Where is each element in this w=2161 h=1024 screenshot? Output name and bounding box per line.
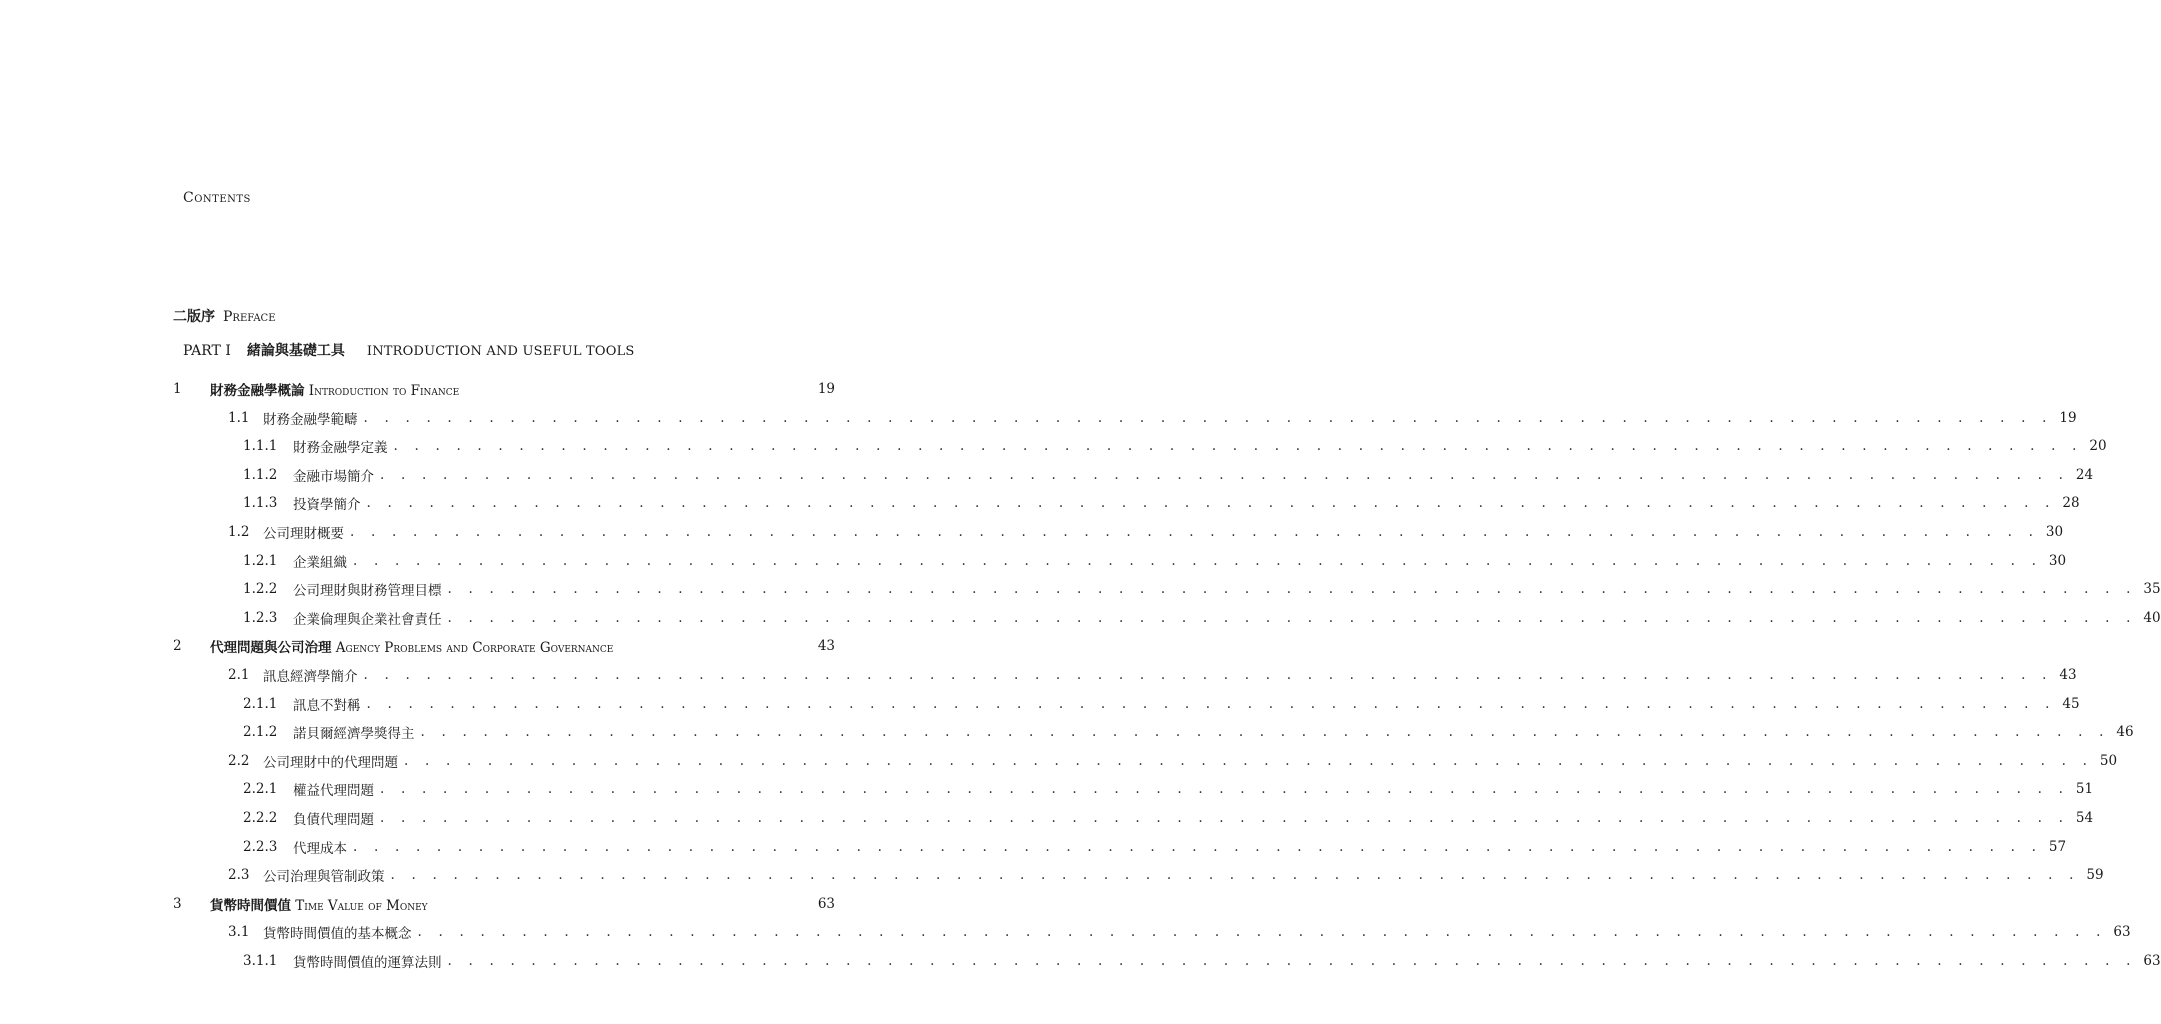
toc-section-row[interactable] (173, 864, 2104, 886)
preface-entry[interactable] (173, 306, 276, 326)
toc-entry-title: 企業倫理與企業社會責任 (293, 611, 442, 628)
toc-page-number: 40 (2143, 609, 2161, 626)
toc-subsection-row[interactable] (173, 550, 2067, 572)
toc-page-number: 19 (2059, 409, 2077, 426)
toc-subsection-row[interactable] (173, 807, 2094, 829)
toc-entry-number: 2 (173, 638, 182, 655)
dot-leader: . . . . . . . . . . . . . . . . . . . . . . . . . . . . . . . . . . . . . . . . . . . . . . . . . . . . . . . . . . . . . . . . . . . . . . . . . . . . . . . . . (393, 438, 2083, 455)
toc-entry-number: 1.2.3 (243, 609, 278, 626)
toc-chapter-row[interactable] (173, 893, 835, 915)
toc-section-row[interactable] (173, 921, 2131, 943)
toc-page-number: 59 (2086, 867, 2104, 884)
toc-entry-number: 2.1 (228, 667, 250, 683)
dot-leader: . . . . . . . . . . . . . . . . . . . . . . . . . . . . . . . . . . . . . . . . . . . . . . . . . . . . . . . . . . . . . . . . . . . . . . . . . . . . . . . . . (447, 953, 2137, 969)
toc-section-row[interactable] (173, 750, 2118, 772)
toc-entry-title: 公司理財與財務管理目標 (293, 583, 442, 600)
toc-page-number: 35 (2143, 581, 2161, 598)
toc-entry-number: 2.1.2 (243, 724, 278, 741)
toc-chapter-row[interactable] (173, 378, 835, 400)
toc-entry-title (210, 894, 428, 914)
toc-entry-number: 1.1.1 (243, 438, 278, 455)
dot-leader: . . . . . . . . . . . . . . . . . . . . . . . . . . . . . . . . . . . . . . . . . . . . . . . . . . . . . . . . . . . . . . . . . . . . . . . . . . . . . . . . . (420, 724, 2110, 741)
toc-entry-title: 負債代理問題 (293, 812, 374, 828)
toc-entry-title: 權益代理問題 (293, 783, 374, 800)
toc-entry-number: 1.2 (228, 524, 250, 540)
toc-page-number: 28 (2062, 495, 2080, 512)
toc-subsection-row[interactable] (173, 836, 2067, 858)
toc-entry-title: 公司理財概要 (263, 526, 344, 542)
toc-page-number: 20 (2089, 438, 2107, 455)
toc-page-number: 51 (2075, 781, 2094, 798)
toc-entry-title: 金融市場簡介 (293, 468, 374, 485)
toc-entry-number: 2.3 (228, 867, 250, 884)
toc-entry-number: 2.2 (228, 752, 250, 769)
dot-leader: . . . . . . . . . . . . . . . . . . . . . . . . . . . . . . . . . . . . . . . . . . . . . . . . . . . . . . . . . . . . . . . . . . . . . . . . . . . . . . . . . (353, 838, 2043, 855)
toc-entry-title: 訊息經濟學簡介 (263, 669, 358, 685)
toc-page-number: 43 (817, 638, 835, 655)
toc-entry-number: 2.2.3 (243, 838, 278, 855)
toc-entry-title: 投資學簡介 (293, 497, 361, 514)
toc-page-number: 45 (2062, 695, 2080, 712)
toc-page-number: 46 (2116, 724, 2134, 741)
toc-entry-number: 3 (173, 895, 182, 912)
toc-entry-number: 3.1.1 (243, 953, 278, 969)
toc-entry-title: 貨幣時間價值的運算法則 (293, 955, 442, 971)
toc-entry-number: 1.1 (228, 409, 250, 426)
toc-subsection-row[interactable] (173, 693, 2080, 715)
toc-entry-number: 1.2.2 (243, 581, 278, 598)
dot-leader: . . . . . . . . . . . . . . . . . . . . . . . . . . . . . . . . . . . . . . . . . . . . . . . . . . . . . . . . . . . . . . . . . . . . . . . . . . . . . . . . . (447, 609, 2137, 626)
preface-title-cjk: 二版序 (173, 309, 215, 325)
toc-subsection-row[interactable] (173, 578, 2161, 600)
toc-page-number: 30 (2045, 524, 2064, 540)
toc-entry-title: 訊息不對稱 (293, 697, 361, 714)
toc-entry-number: 1.1.3 (243, 495, 278, 512)
toc-entry-title: 財務金融學定義 (293, 440, 388, 457)
toc-entry-number: 3.1 (228, 924, 250, 941)
toc-page-number: 54 (2075, 810, 2094, 826)
toc-subsection-row[interactable] (173, 721, 2134, 743)
dot-leader: . . . . . . . . . . . . . . . . . . . . . . . . . . . . . . . . . . . . . . . . . . . . . . . . . . . . . . . . . . . . . . . . . . . . . . . . . . . . . . . . . (366, 695, 2056, 712)
toc-section-row[interactable] (173, 407, 2077, 429)
toc-entry-title: 財務金融學範疇 (263, 411, 358, 428)
toc-subsection-row[interactable] (173, 492, 2080, 514)
chapter-title-cjk: 代理問題與公司治理 (210, 640, 332, 657)
toc-page-number: 50 (2099, 752, 2118, 769)
part-title-cjk: 緒論與基礎工具 (246, 343, 345, 359)
toc-entry-number: 1.2.1 (243, 552, 278, 569)
toc-entry-title: 代理成本 (293, 840, 347, 857)
toc-page-number: 63 (2113, 924, 2131, 941)
dot-leader: . . . . . . . . . . . . . . . . . . . . . . . . . . . . . . . . . . . . . . . . . . . . . . . . . . . . . . . . . . . . . . . . . . . . . . . . . . . . . . . . . (380, 810, 2070, 826)
toc-entry-title: 貨幣時間價值的基本概念 (263, 926, 412, 943)
toc-entry-title: 諾貝爾經濟學獎得主 (293, 726, 415, 743)
dot-leader: . . . . . . . . . . . . . . . . . . . . . . . . . . . . . . . . . . . . . . . . . . . . . . . . . . . . . . . . . . . . . . . . . . . . . . . . . . . . . . . . . (350, 524, 2040, 540)
dot-leader: . . . . . . . . . . . . . . . . . . . . . . . . . . . . . . . . . . . . . . . . . . . . . . . . . . . . . . . . . . . . . . . . . . . . . . . . . . . . . . . . . (390, 867, 2080, 884)
dot-leader: . . . . . . . . . . . . . . . . . . . . . . . . . . . . . . . . . . . . . . . . . . . . . . . . . . . . . . . . . . . . . . . . . . . . . . . . . . . . . . . . . (417, 924, 2107, 941)
dot-leader: . . . . . . . . . . . . . . . . . . . . . . . . . . . . . . . . . . . . . . . . . . . . . . . . . . . . . . . . . . . . . . . . . . . . . . . . . . . . . . . . . (353, 552, 2043, 569)
toc-entry-number: 2.2.1 (243, 781, 278, 798)
toc-entry-title: 公司治理與管制政策 (263, 869, 385, 886)
toc-section-row[interactable] (173, 521, 2064, 543)
dot-leader: . . . . . . . . . . . . . . . . . . . . . . . . . . . . . . . . . . . . . . . . . . . . . . . . . . . . . . . . . . . . . . . . . . . . . . . . . . . . . . . . . (366, 495, 2056, 512)
toc-page-number: 43 (2059, 667, 2077, 683)
toc-subsection-row[interactable] (173, 435, 2107, 457)
toc-entry-title: 企業組織 (293, 554, 347, 571)
toc-page-number: 24 (2075, 466, 2094, 483)
toc-subsection-row[interactable] (173, 607, 2161, 629)
toc-entry-number: 1 (173, 381, 182, 397)
chapter-title-en: Introduction to Finance (308, 383, 460, 399)
toc-page-number: 63 (2143, 953, 2161, 969)
toc-entry-title (210, 636, 613, 656)
toc-subsection-row[interactable] (173, 950, 2161, 972)
toc-subsection-row[interactable] (173, 778, 2094, 800)
dot-leader: . . . . . . . . . . . . . . . . . . . . . . . . . . . . . . . . . . . . . . . . . . . . . . . . . . . . . . . . . . . . . . . . . . . . . . . . . . . . . . . . . (363, 409, 2053, 426)
toc-entry-title: 公司理財中的代理問題 (263, 754, 398, 771)
toc-page-number: 63 (817, 895, 835, 912)
dot-leader: . . . . . . . . . . . . . . . . . . . . . . . . . . . . . . . . . . . . . . . . . . . . . . . . . . . . . . . . . . . . . . . . . . . . . . . . . . . . . . . . . (447, 581, 2137, 598)
toc-entry-number: 2.2.2 (243, 810, 278, 826)
toc-page-number: 57 (2048, 838, 2067, 855)
toc-entry-number: 2.1.1 (243, 695, 278, 712)
chapter-title-en: Time Value of Money (295, 897, 428, 914)
chapter-title-cjk: 財務金融學概論 (210, 383, 305, 399)
dot-leader: . . . . . . . . . . . . . . . . . . . . . . . . . . . . . . . . . . . . . . . . . . . . . . . . . . . . . . . . . . . . . . . . . . . . . . . . . . . . . . . . . (404, 752, 2094, 769)
chapter-title-cjk: 貨幣時間價值 (210, 897, 291, 914)
toc-chapter-row[interactable] (173, 635, 835, 657)
toc-entry-number: 1.1.2 (243, 466, 278, 483)
toc-subsection-row[interactable] (173, 464, 2094, 486)
preface-title-en: Preface (223, 309, 276, 325)
dot-leader: . . . . . . . . . . . . . . . . . . . . . . . . . . . . . . . . . . . . . . . . . . . . . . . . . . . . . . . . . . . . . . . . . . . . . . . . . . . . . . . . . (363, 667, 2053, 683)
part-title-en: INTRODUCTION AND USEFUL TOOLS (366, 344, 635, 359)
dot-leader: . . . . . . . . . . . . . . . . . . . . . . . . . . . . . . . . . . . . . . . . . . . . . . . . . . . . . . . . . . . . . . . . . . . . . . . . . . . . . . . . . (380, 466, 2070, 483)
part-label: PART I (183, 343, 231, 359)
chapter-title-en: Agency Problems and Corporate Governance (335, 640, 614, 657)
toc-page-number: 30 (2048, 552, 2067, 569)
toc-section-row[interactable] (173, 664, 2077, 686)
dot-leader: . . . . . . . . . . . . . . . . . . . . . . . . . . . . . . . . . . . . . . . . . . . . . . . . . . . . . . . . . . . . . . . . . . . . . . . . . . . . . . . . . (380, 781, 2070, 798)
contents-heading: Contents (183, 190, 251, 206)
part-heading (183, 340, 635, 360)
toc-entry-title (210, 379, 459, 399)
toc-page-number: 19 (817, 381, 835, 397)
